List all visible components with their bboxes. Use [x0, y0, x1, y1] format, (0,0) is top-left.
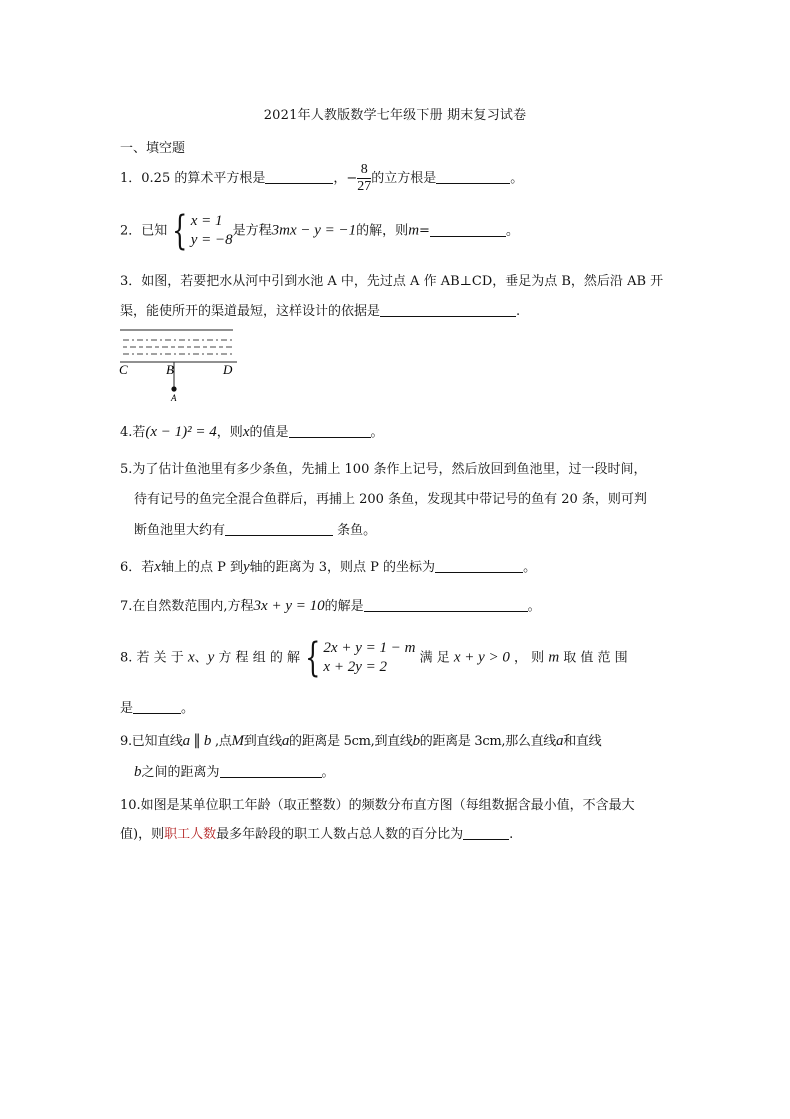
answer-blank-8[interactable]: [133, 701, 181, 714]
answer-blank-1a[interactable]: [265, 171, 333, 184]
question-6: 6．若x轴上的点 P 到y轴的距离为 3，则点 P 的坐标为 。: [120, 559, 537, 575]
pool-point: [171, 386, 176, 391]
question-5-line-2: 待有记号的鱼完全混合鱼群后，再捕上 200 条鱼，发现其中带记号的鱼有 20 条，则可判: [134, 492, 647, 507]
question-9-line-2: b之间的距离为 。: [134, 764, 335, 780]
question-7: 7.在自然数范围内,方程3x + y = 10的解是 。: [120, 598, 541, 614]
answer-blank-4[interactable]: [289, 425, 371, 438]
question-5-line-1: 5.为了估计鱼池里有多少条鱼，先捕上 100 条作上记号，然后放回到鱼池里，过一段时间，: [120, 462, 647, 477]
question-3-line-2: 渠，能使所开的渠道最短，这样设计的依据是 .: [120, 304, 521, 319]
equation-system: { x = 1 y = −8: [172, 208, 233, 254]
answer-blank-6[interactable]: [435, 560, 523, 573]
equation-system: { 2x + y = 1 − m x + 2y = 2: [305, 635, 416, 681]
answer-blank-10[interactable]: [463, 827, 509, 840]
question-3-line-1: 3．如图，若要把水从河中引到水池 A 中，先过点 A 作 AB⊥CD，垂足为点 B，然后沿 AB 开: [120, 274, 664, 289]
question-8-line-1: 8. 若 关 于 x、y 方 程 组 的 解 { 2x + y = 1 − m x + 2y = 2 满 足 x + y > 0 ， 则 m 取 值 范 围: [120, 635, 628, 681]
page-title: 2021年人教版数学七年级下册 期末复习试卷: [263, 108, 527, 123]
question-9-line-1: 9.已知直线a ∥ b ,点M到直线a的距离是 5cm,到直线b的距离是 3cm,那么直线a和直线: [120, 733, 602, 749]
river-figure: [115, 324, 245, 404]
question-8-line-2: 是 。: [120, 701, 195, 716]
fraction: $\frac{8}{27}$: [357, 162, 372, 194]
answer-blank-5[interactable]: [225, 523, 333, 536]
answer-blank-3[interactable]: [380, 304, 516, 317]
highlight-link[interactable]: 职工人数: [164, 827, 217, 842]
question-5-line-3: 断鱼池里大约有 条鱼。: [134, 523, 377, 538]
label-a: A: [171, 393, 177, 403]
question-10-line-1: 10.如图是某单位职工年龄（取正整数）的频数分布直方图（每组数据含最小值，不含最大: [120, 798, 635, 813]
section-heading: 一、填空题: [120, 141, 186, 156]
label-d: D: [223, 362, 233, 377]
label-c: C: [119, 362, 128, 377]
question-4: 4.若(x − 1)² = 4，则x的值是 。: [120, 424, 384, 440]
label-b: B: [166, 362, 174, 377]
answer-blank-7[interactable]: [364, 599, 528, 612]
question-10-line-2: 值)，则职工人数最多年龄段的职工人数占总人数的百分比为 .: [120, 827, 514, 842]
answer-blank-9[interactable]: [220, 765, 322, 778]
question-1: 1．0.25 的算术平方根是 ，− $\frac{8}{27}$ 的立方根是 。: [120, 162, 524, 194]
answer-blank-2[interactable]: [430, 224, 506, 237]
answer-blank-1b[interactable]: [436, 171, 510, 184]
question-2: 2．已知 { x = 1 y = −8 是方程3mx − y = −1的解，则m= 。: [120, 208, 519, 254]
